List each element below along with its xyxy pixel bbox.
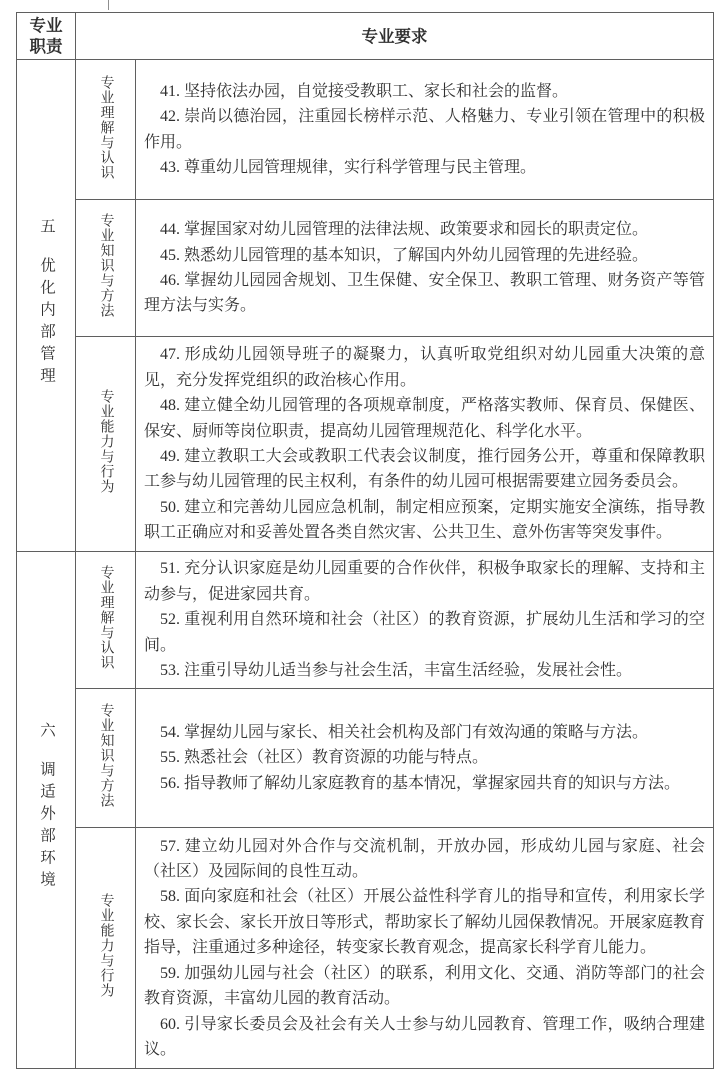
section-title: 调适外部环境 <box>38 761 55 893</box>
category-cell <box>76 552 136 689</box>
requirements-cell <box>136 337 714 552</box>
requirements-cell <box>136 60 714 200</box>
requirements-cell <box>136 200 714 337</box>
requirement-item: 52. 重视利用自然环境和社会（社区）的教育资源，扩展幼儿生活和学习的空间。 <box>144 611 705 654</box>
section-number: 五 <box>38 217 55 240</box>
requirement-item: 49. 建立教职工大会或教职工代表会议制度，推行园务公开，尊重和保障教职工参与幼儿园管理的民主权利，有条件的幼儿园可根据需要建立园务委员会。 <box>144 448 705 491</box>
requirement-item: 59. 加强幼儿园与社会（社区）的联系，利用文化、交通、消防等部门的社会教育资源，丰富幼儿园的教育活动。 <box>144 964 705 1008</box>
requirement-item: 58. 面向家庭和社会（社区）开展公益性科学育儿的指导和宣传，利用家长学校、家长会、家长开放日等形式，帮助家长了解幼儿园保教情况。开展家庭教育指导，注重通过多种途径，转变家长教育观念，提高家长科学育儿能力。 <box>144 888 705 957</box>
requirement-item: 60. 引导家长委员会及社会有关人士参与幼儿园教育、管理工作，吸纳合理建议。 <box>144 1015 705 1058</box>
section-cell-6 <box>17 552 76 1069</box>
section-label <box>35 722 57 893</box>
requirement-item: 45. 熟悉幼儿园管理的基本知识，了解国内外幼儿园管理的先进经验。 <box>160 246 649 264</box>
category-label: 专业理解与认识 <box>98 565 114 670</box>
requirement-item: 55. 熟悉社会（社区）教育资源的功能与特点。 <box>160 749 489 767</box>
section-label <box>35 218 57 389</box>
requirement-item: 48. 建立健全幼儿园管理的各项规章制度，严格落实教师、保育员、保健医、保安、厨师等岗位职责，提高幼儿园管理规范化、科学化水平。 <box>144 397 705 440</box>
requirement-item: 41. 坚持依法办园，自觉接受教职工、家长和社会的监督。 <box>160 82 569 100</box>
table-row <box>17 552 714 689</box>
requirement-item: 51. 充分认识家庭是幼儿园重要的合作伙伴，积极争取家长的理解、支持和主动参与，促进家园共育。 <box>144 560 705 603</box>
requirement-item: 47. 形成幼儿园领导班子的凝聚力，认真听取党组织对幼儿园重大决策的意见，充分发挥党组织的政治核心作用。 <box>144 346 705 389</box>
table-row <box>17 60 714 200</box>
category-cell <box>76 689 136 828</box>
requirement-item: 57. 建立幼儿园对外合作与交流机制，开放办园，形成幼儿园与家庭、社会（社区）及园际间的良性互动。 <box>144 837 705 881</box>
requirement-item: 53. 注重引导幼儿适当参与社会生活，丰富生活经验，发展社会性。 <box>160 662 633 680</box>
requirement-item: 44. 掌握国家对幼儿园管理的法律法规、政策要求和园长的职责定位。 <box>160 221 649 239</box>
section-cell-5 <box>17 60 76 552</box>
requirement-item: 54. 掌握幼儿园与家长、相关社会机构及部门有效沟通的策略与方法。 <box>160 723 649 741</box>
section-title: 优化内部管理 <box>38 256 55 389</box>
requirement-item: 42. 崇尚以德治园，注重园长榜样示范、人格魅力、专业引领在管理中的积极作用。 <box>144 108 705 151</box>
column-header-duty: 专业职责 <box>17 13 76 60</box>
requirement-item: 46. 掌握幼儿园园舍规划、卫生保健、安全保卫、教职工管理、财务资产等管理方法与实务。 <box>144 272 705 315</box>
table-row <box>17 689 714 828</box>
category-label: 专业能力与行为 <box>98 893 114 998</box>
column-header-requirement: 专业要求 <box>76 13 714 60</box>
category-cell <box>76 60 136 200</box>
requirements-cell <box>136 689 714 828</box>
scan-artifact-line <box>108 0 109 10</box>
requirement-item: 43. 尊重幼儿园管理规律，实行科学管理与民主管理。 <box>160 158 537 176</box>
table-row <box>17 337 714 552</box>
category-cell <box>76 337 136 552</box>
professional-standards-table <box>16 12 714 1069</box>
category-label: 专业知识与方法 <box>98 213 114 318</box>
category-cell <box>76 200 136 337</box>
table-header-row <box>17 13 714 60</box>
requirement-item: 50. 建立和完善幼儿园应急机制，制定相应预案，定期实施安全演练，指导教职工正确应对和妥善处置各类自然灾害、公共卫生、意外伤害等突发事件。 <box>144 498 705 542</box>
table-row <box>17 828 714 1069</box>
requirements-cell <box>136 828 714 1069</box>
category-label: 专业理解与认识 <box>98 74 114 180</box>
requirements-cell <box>136 552 714 689</box>
category-label: 专业知识与方法 <box>98 703 114 808</box>
table-row <box>17 200 714 337</box>
category-label: 专业能力与行为 <box>98 389 114 494</box>
requirement-item: 56. 指导教师了解幼儿家庭教育的基本情况，掌握家园共育的知识与方法。 <box>160 774 681 792</box>
section-number: 六 <box>38 722 55 744</box>
category-cell <box>76 828 136 1069</box>
